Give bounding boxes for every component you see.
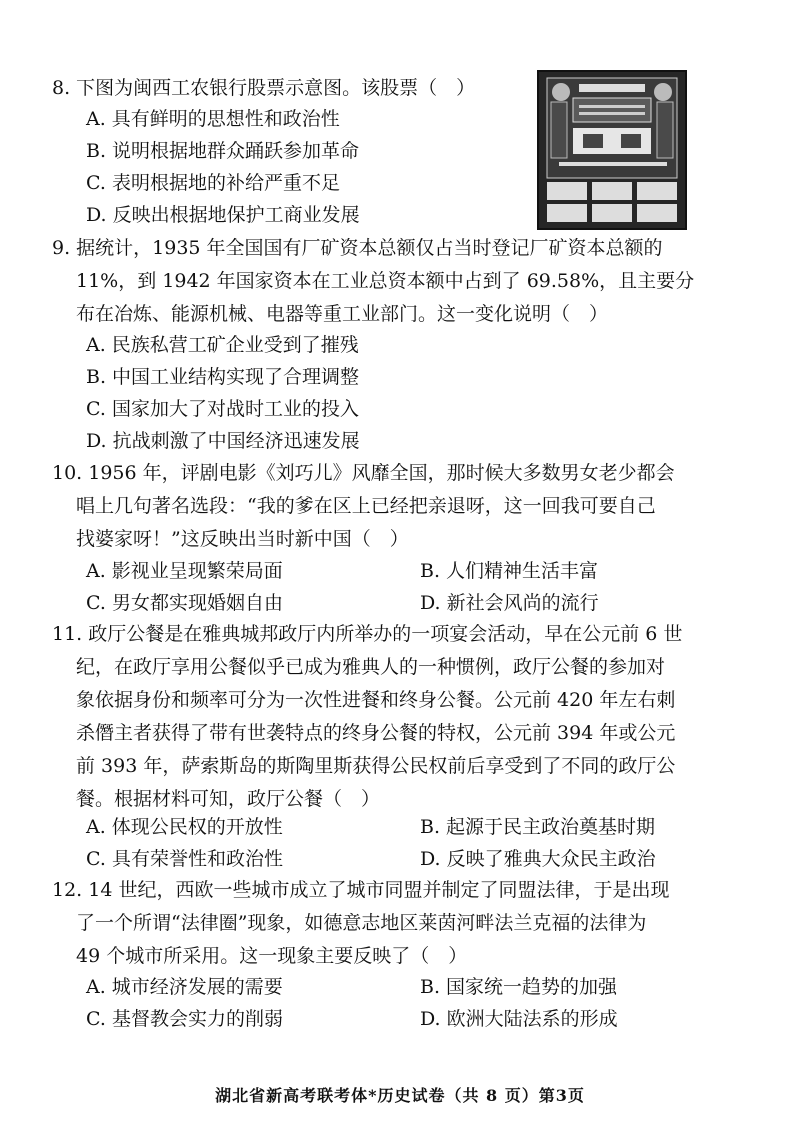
question-11-stem (52, 618, 752, 816)
q11-option-a: A. 体现公民权的开放性 (86, 816, 283, 838)
q11-option-c: C. 具有荣誉性和政治性 (86, 848, 283, 870)
q10-option-d: D. 新社会风尚的流行 (420, 592, 599, 614)
q9-option-b: B. 中国工业结构实现了合理调整 (86, 366, 360, 388)
question-line: 唱上几句著名选段：“我的爹在区上已经把亲退呀，这一回我可要自己 (76, 495, 656, 517)
question-line: 象依据身份和频率可分为一次性进餐和终身公餐。公元前 420 年左右刺 (76, 689, 676, 711)
q8-option-b: B. 说明根据地群众踊跃参加革命 (86, 140, 360, 162)
question-line: 杀僭主者获得了带有世袭特点的终身公餐的特权，公元前 394 年或公元 (76, 722, 676, 744)
question-line: 10. 1956 年，评剧电影《刘巧儿》风靡全国，那时候大多数男女老少都会 (52, 462, 675, 484)
q8-option-d: D. 反映出根据地保护工商业发展 (86, 204, 360, 226)
question-line: 49 个城市所采用。这一现象主要反映了（ ） (76, 945, 468, 967)
q12-option-b: B. 国家统一趋势的加强 (420, 976, 618, 998)
question-line: 12. 14 世纪，西欧一些城市成立了城市同盟并制定了同盟法律，于是出现 (52, 879, 670, 901)
q9-option-a: A. 民族私营工矿企业受到了摧残 (86, 334, 359, 356)
q12-option-a: A. 城市经济发展的需要 (86, 976, 283, 998)
q9-option-d: D. 抗战刺激了中国经济迅速发展 (86, 430, 360, 452)
q10-option-c: C. 男女都实现婚姻自由 (86, 592, 283, 614)
question-line: 前 393 年，萨索斯岛的斯陶里斯获得公民权前后享受到了不同的政厅公 (76, 755, 676, 777)
question-line: 布在冶炼、能源机械、电器等重工业部门。这一变化说明（ ） (76, 303, 609, 325)
page-footer: 湖北省新高考联考体*历史试卷（共 8 页）第3页 (215, 1086, 585, 1105)
question-line: 餐。根据材料可知，政厅公餐（ ） (76, 788, 381, 810)
question-line: 11%，到 1942 年国家资本在工业总资本额中占到了 69.58%，且主要分 (76, 270, 695, 292)
question-line: 8. 下图为闽西工农银行股票示意图。该股票（ ） (52, 77, 476, 99)
question-10-stem (52, 457, 752, 556)
question-12-stem (52, 874, 752, 973)
question-line: 9. 据统计，1935 年全国国有厂矿资本总额仅占当时登记厂矿资本总额的 (52, 237, 663, 259)
question-line: 纪，在政厅享用公餐似乎已成为雅典人的一种惯例，政厅公餐的参加对 (76, 656, 666, 678)
q9-option-c: C. 国家加大了对战时工业的投入 (86, 398, 359, 420)
q10-option-a: A. 影视业呈现繁荣局面 (86, 560, 283, 582)
q8-option-c: C. 表明根据地的补给严重不足 (86, 172, 340, 194)
question-8-stem (52, 72, 752, 105)
question-line: 找婆家呀！”这反映出当时新中国（ ） (76, 528, 409, 550)
q8-option-a: A. 具有鲜明的思想性和政治性 (86, 108, 340, 130)
question-line: 了一个所谓“法律圈”现象，如德意志地区莱茵河畔法兰克福的法律为 (76, 912, 647, 934)
q12-option-d: D. 欧洲大陆法系的形成 (420, 1008, 618, 1030)
q12-option-c: C. 基督教会实力的削弱 (86, 1008, 283, 1030)
q11-option-d: D. 反映了雅典大众民主政治 (420, 848, 656, 870)
q10-option-b: B. 人们精神生活丰富 (420, 560, 599, 582)
question-9-stem (52, 232, 752, 331)
q11-option-b: B. 起源于民主政治奠基时期 (420, 816, 656, 838)
question-line: 11. 政厅公餐是在雅典城邦政厅内所举办的一项宴会活动，早在公元前 6 世 (52, 623, 683, 645)
